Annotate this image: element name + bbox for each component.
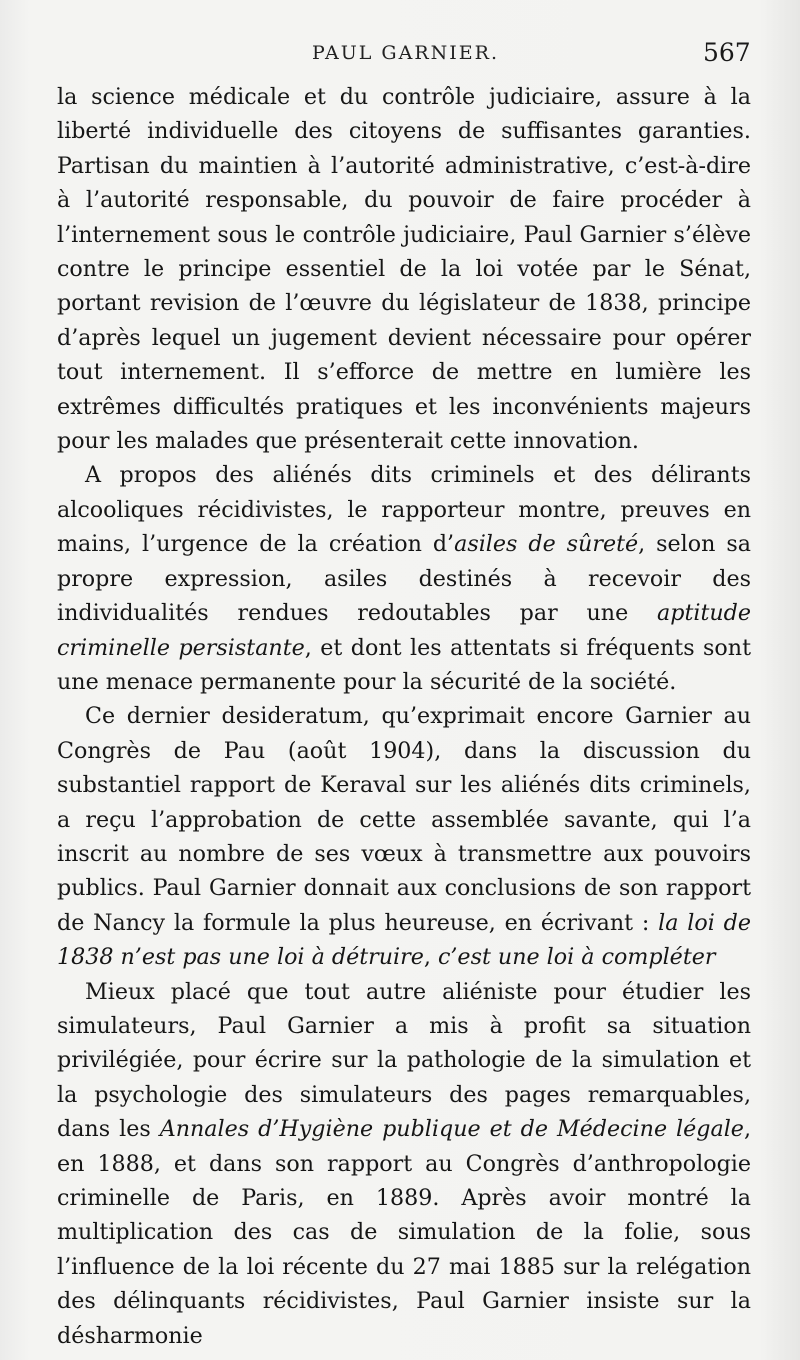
text-run: Ce dernier desideratum, qu’exprimait encore Garnier au Congrès de Pau (août 1904), dans la discussion du substantiel rapport de Keraval sur les aliénés dits criminels, a reçu l’approbation de cette assemblée savante, qui l’a inscrit au nombre de ses vœux à transmettre aux pouvoirs publics. Paul Garnier donnait aux conclusions de son rapport de Nancy la formule la plus heureuse, en écrivant : — [57, 703, 751, 936]
text-run: , en 1888, et dans son rapport au Congrès d’anthropologie criminelle de Paris, en 1889. Après avoir montré la multiplication des cas de simulation de la folie, sous l’influence de la loi récente du 27 mai 1885 sur la relégation des délinquants récidivistes, Paul Garnier insiste sur la désharmonie — [57, 1116, 752, 1349]
italic-text: aptitude criminelle persistante — [57, 600, 751, 661]
text-run: la science médicale et du contrôle judiciaire, assure à la liberté individuelle des citoyens de suffisantes garanties. Partisan du maintien à l’autorité administrative, c’est-à-dire à l’autorité responsable, du pouvoir de faire procéder à l’internement sous le contrôle judiciaire, Paul Garnier s’élève contre le principe essentiel de la loi votée par le Sénat, portant revision de l’œuvre du législateur de 1838, principe d’après lequel un jugement devient nécessaire pour opérer tout internement. Il s’efforce de mettre en lumière les extrêmes difficultés pratiques et les inconvénients majeurs pour les malades que présenterait cette innovation. — [57, 84, 751, 455]
page-header — [0, 38, 800, 78]
text-run: A propos des aliénés dits criminels et des délirants alcooliques récidivistes, le rapporteur montre, preuves en mains, l’urgence de la création d’ — [57, 462, 751, 558]
text-run: , et dont les attentats si fréquents sont une menace permanente pour la sécurité de la société. — [57, 634, 751, 695]
text-run: , — [423, 944, 438, 971]
body-text — [57, 80, 751, 1353]
paragraph — [57, 80, 751, 458]
italic-text: la loi de 1838 n’est pas une loi à détruire — [57, 909, 751, 971]
page-number: 567 — [703, 38, 751, 67]
italic-text: asiles de sûreté — [454, 531, 639, 558]
paragraph — [57, 975, 751, 1353]
paragraph — [57, 699, 751, 974]
paragraph — [57, 458, 751, 699]
italic-text: c’est une loi à compléter — [437, 944, 716, 971]
text-run: , selon sa propre expression, asiles destinés à recevoir des individualités rendues redoutables par une — [57, 531, 751, 627]
text-run: Mieux placé que tout autre aliéniste pour étudier les simulateurs, Paul Garnier a mis à profit sa situation privilégiée, pour écrire sur la pathologie de la simulation et la psychologie des simulateurs des pages remarquables, dans les — [57, 978, 751, 1143]
italic-text: Annales d’Hygiène publique et de Médecine légale — [159, 1116, 744, 1143]
running-title: PAUL GARNIER. — [312, 42, 499, 64]
